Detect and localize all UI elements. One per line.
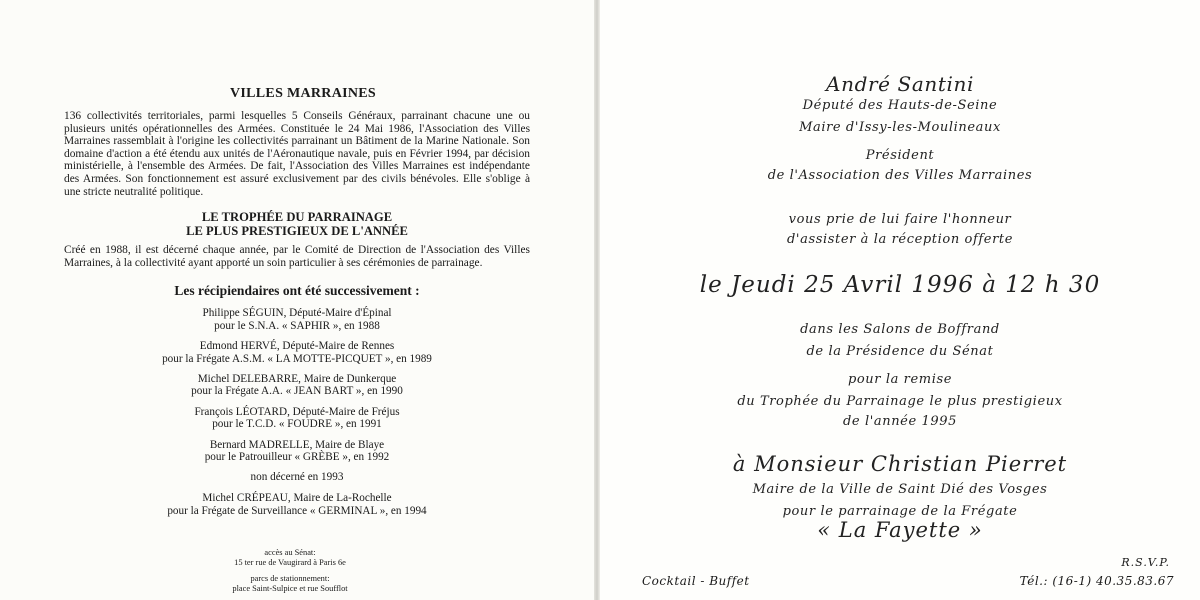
recipient-unit: pour le S.N.A. « SAPHIR », en 1988 bbox=[214, 319, 380, 332]
trophy-heading-line1: LE TROPHÉE DU PARRAINAGE bbox=[201, 210, 393, 225]
left-page-content bbox=[64, 86, 530, 525]
trophy-heading-line2: LE PLUS PRESTIGIEUX DE L'ANNÉE bbox=[186, 224, 408, 239]
recipient-entry bbox=[64, 492, 530, 517]
rsvp-telephone: Tél.: (16-1) 40.35.83.67 bbox=[1019, 574, 1174, 588]
honoree-name: à Monsieur Christian Pierret bbox=[732, 452, 1068, 476]
access-address: 15 ter rue de Vaugirard à Paris 6e bbox=[234, 558, 346, 567]
parking-places: place Saint-Sulpice et rue Soufflot bbox=[232, 584, 348, 593]
right-page bbox=[600, 0, 1200, 600]
ship-name: « La Fayette » bbox=[817, 518, 983, 542]
honoree-role: Maire de la Ville de Saint Dié des Vosges bbox=[752, 482, 1048, 497]
recipient-name: François LÉOTARD, Député-Maire de Fréjus bbox=[194, 405, 400, 418]
president-label: Président bbox=[865, 148, 935, 163]
event-date: le Jeudi 25 Avril 1996 à 12 h 30 bbox=[699, 272, 1101, 298]
host-name: André Santini bbox=[826, 72, 974, 96]
access-info bbox=[190, 548, 390, 594]
recipient-name: Michel DELEBARRE, Maire de Dunkerque bbox=[197, 372, 397, 385]
host-role-mayor: Maire d'Issy-les-Moulineaux bbox=[799, 120, 1001, 135]
recipient-entry bbox=[64, 439, 530, 464]
cocktail-buffet: Cocktail - Buffet bbox=[642, 574, 750, 588]
host-role-deputy: Député des Hauts-de-Seine bbox=[802, 98, 998, 113]
recipient-name: Edmond HERVÉ, Député-Maire de Rennes bbox=[199, 340, 395, 353]
association-name: de l'Association des Villes Marraines bbox=[767, 168, 1033, 183]
recipient-unit: pour la Frégate A.S.M. « LA MOTTE-PICQUET », en 1989 bbox=[162, 352, 432, 365]
recipient-unit: pour le T.C.D. « FOUDRE », en 1991 bbox=[212, 418, 382, 431]
venue-line1: dans les Salons de Boffrand bbox=[800, 322, 1000, 337]
recipient-entry bbox=[64, 373, 530, 398]
not-awarded-note: non décerné en 1993 bbox=[250, 471, 344, 484]
recipients-heading: Les récipiendaires ont été successivement : bbox=[174, 283, 420, 299]
venue-line2: de la Présidence du Sénat bbox=[806, 344, 994, 359]
invite-line2: d'assister à la réception offerte bbox=[787, 232, 1013, 247]
invite-line1: vous prie de lui faire l'honneur bbox=[788, 212, 1012, 227]
trophy-description: Créé en 1988, il est décerné chaque année, par le Comité de Direction de l'Association des Villes Marraines, à la collectivité ayant apporté un soin particulier à ses cérémonies de parrainage. bbox=[64, 244, 530, 269]
purpose-line3: de l'année 1995 bbox=[843, 414, 957, 429]
recipient-unit: pour le Patrouilleur « GRÈBE », en 1992 bbox=[204, 451, 390, 463]
access-title: accès au Sénat: bbox=[264, 548, 316, 557]
recipient-unit: pour la Frégate A.A. « JEAN BART », en 1990 bbox=[191, 385, 403, 398]
left-page bbox=[0, 0, 594, 600]
purpose-line2: du Trophée du Parrainage le plus prestigieux bbox=[737, 394, 1063, 409]
recipient-unit: pour la Frégate de Surveillance « GERMINAL », en 1994 bbox=[167, 504, 427, 517]
recipient-name: Philippe SÉGUIN, Député-Maire d'Épinal bbox=[202, 307, 392, 320]
recipient-entry bbox=[64, 307, 530, 332]
recipient-entry bbox=[64, 406, 530, 431]
trophy-heading bbox=[64, 210, 530, 238]
rsvp-label: R.S.V.P. bbox=[1121, 556, 1170, 569]
parking-title: parcs de stationnement: bbox=[250, 574, 330, 583]
recipient-entry bbox=[64, 340, 530, 365]
recipient-name: Michel CRÉPEAU, Maire de La-Rochelle bbox=[202, 492, 392, 505]
association-description: 136 collectivités territoriales, parmi lesquelles 5 Conseils Généraux, parrainant chacune une ou plusieurs unités opérationnelles des Armées. Constituée le 24 Mai 1986, l'Association des Villes Marraines rassemblait à l'origine les collectivités parrainant un Bâtiment de la Marine Nationale. Son domaine d'action a été étendu aux unités de l'Aéronautique navale, puis en Février 1994, par décision ministérielle, à l'ensemble des Armées. De fait, l'Association des Villes Marraines est indépendante des Armées. Son fonctionnement est assuré exclusivement par des civils bénévoles. Elle s'oblige à une stricte neutralité politique. bbox=[64, 110, 530, 198]
purpose-line1: pour la remise bbox=[847, 372, 953, 387]
recipient-name: Bernard MADRELLE, Maire de Blaye bbox=[209, 438, 385, 451]
villes-marraines-title: VILLES MARRAINES bbox=[230, 86, 376, 101]
honoree-for: pour le parrainage de la Frégate bbox=[782, 504, 1018, 519]
